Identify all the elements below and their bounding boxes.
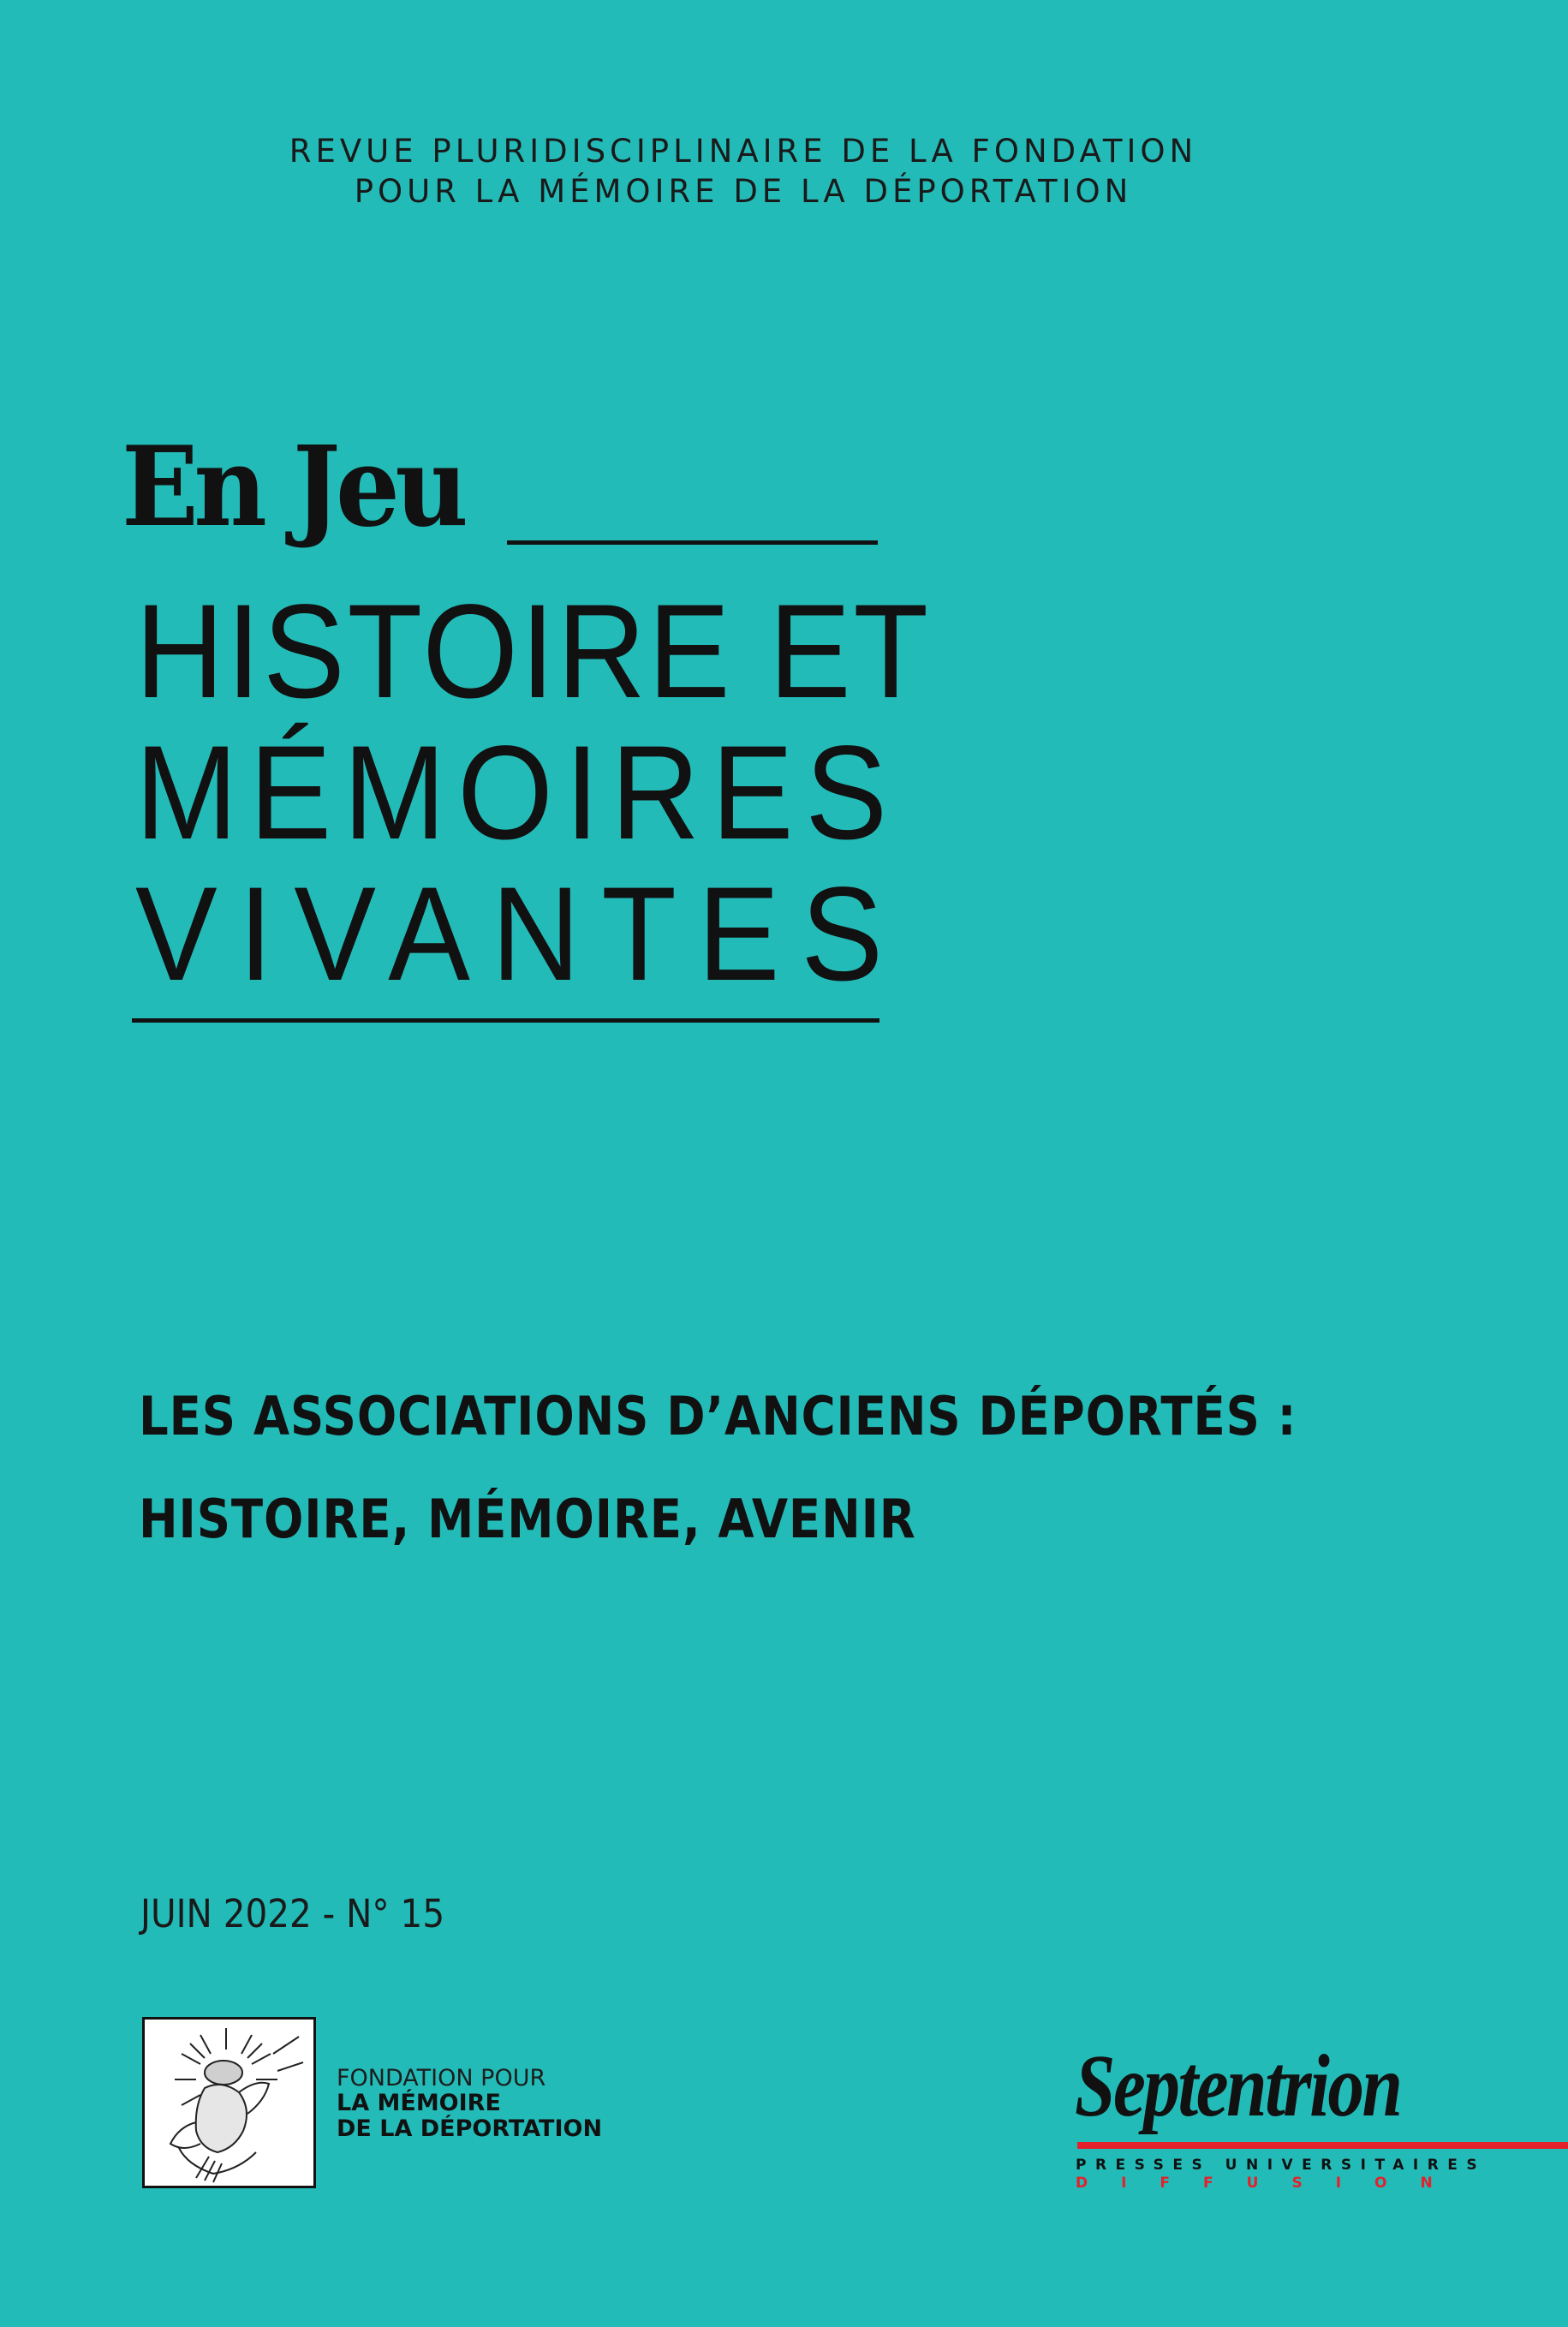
septentrion-logo: Septentrion <box>1075 2037 1401 2135</box>
logo-divider <box>507 540 878 545</box>
journal-title-line-2: MÉMOIRES <box>135 719 899 868</box>
issue-date-number: JUIN 2022 - N° 15 <box>140 1891 445 1936</box>
title-divider <box>132 1018 879 1023</box>
issue-theme-line-2: HISTOIRE, MÉMOIRE, AVENIR <box>139 1488 916 1550</box>
issue-theme-line-1: LES ASSOCIATIONS D’ANCIENS DÉPORTÉS : <box>139 1385 1297 1447</box>
journal-title-line-1: HISTOIRE ET <box>135 577 931 726</box>
header-line-1: REVUE PLURIDISCIPLINAIRE DE LA FONDATION <box>289 133 1198 170</box>
journal-title-line-3: VIVANTES <box>135 860 904 1009</box>
en-jeu-logo: En Jeu <box>122 423 464 552</box>
fondation-text-line-3: DE LA DÉPORTATION <box>337 2115 603 2142</box>
fondation-emblem-drawing <box>145 2020 313 2186</box>
fondation-emblem-icon <box>142 2017 316 2188</box>
header-line-2: POUR LA MÉMOIRE DE LA DÉPORTATION <box>354 173 1133 210</box>
fondation-text-line-1: FONDATION POUR <box>337 2065 546 2091</box>
publisher-line-1: PRESSES UNIVERSITAIRES <box>1076 2157 1487 2174</box>
septentrion-red-bar <box>1077 2142 1568 2149</box>
publisher-line-2: DIFFUSION <box>1076 2175 1466 2192</box>
fondation-text-line-2: LA MÉMOIRE <box>337 2090 501 2116</box>
